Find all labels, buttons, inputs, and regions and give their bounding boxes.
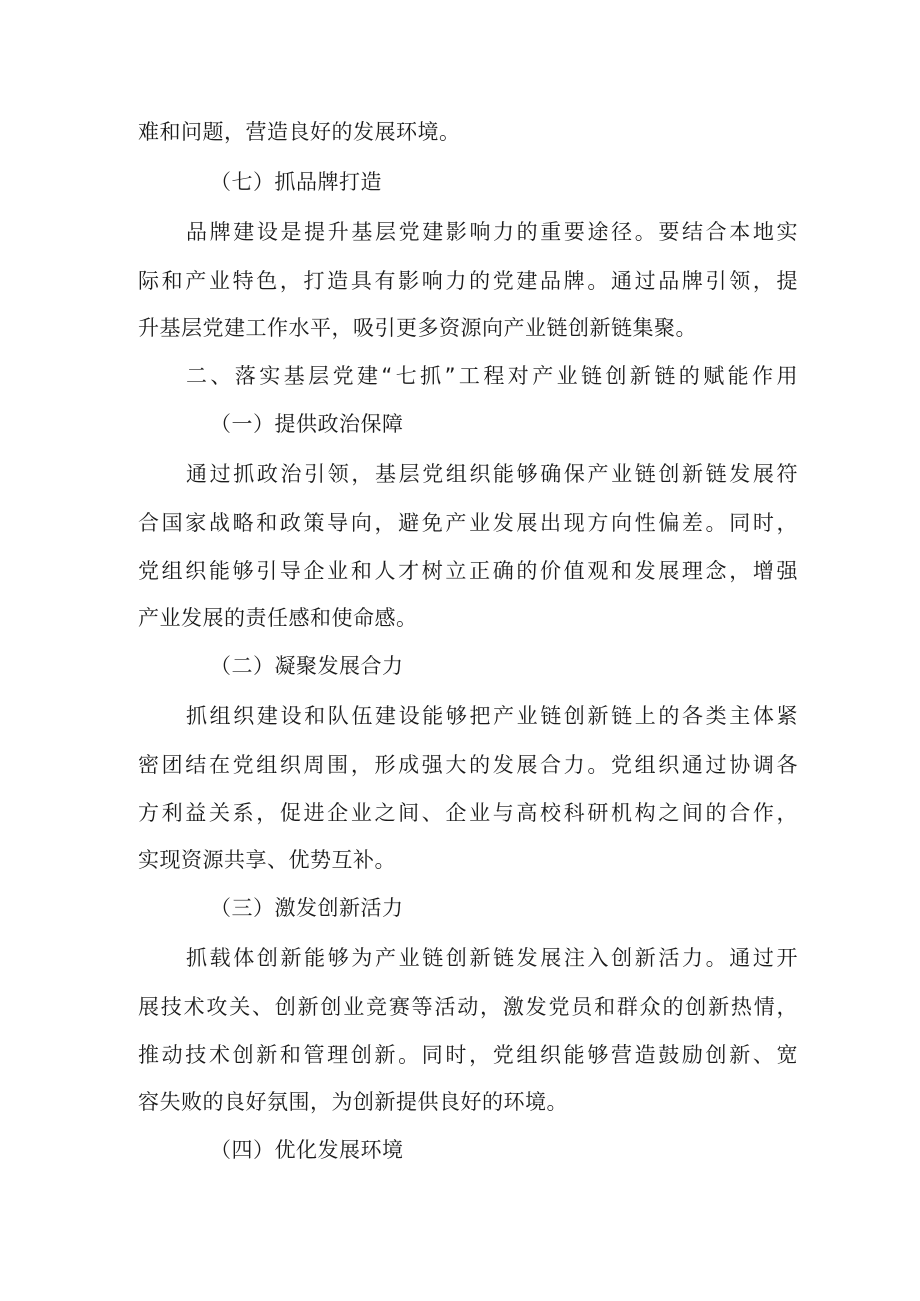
- paragraph-line: 抓载体创新能够为产业链创新链发展注入创新活力。通过开: [186, 946, 798, 970]
- chapter-heading: 二、落实基层党建“七抓”工程对产业链创新链的赋能作用: [186, 364, 798, 388]
- section-heading-synergy: （二）凝聚发展合力: [210, 654, 404, 678]
- paragraph-line: 容失败的良好氛围，为创新提供良好的环境。: [138, 1090, 568, 1114]
- section-heading-political: （一）提供政治保障: [210, 412, 404, 436]
- paragraph-line: 实现资源共享、优势互补。: [138, 848, 396, 872]
- paragraph-line: 产业发展的责任感和使命感。: [138, 606, 418, 630]
- section-heading-environment: （四）优化发展环境: [210, 1138, 404, 1162]
- paragraph-line: 升基层党建工作水平，吸引更多资源向产业链创新链集聚。: [138, 316, 697, 340]
- paragraph-line: 抓组织建设和队伍建设能够把产业链创新链上的各类主体紧: [186, 704, 798, 728]
- paragraph-line: 品牌建设是提升基层党建影响力的重要途径。要结合本地实: [186, 220, 798, 244]
- paragraph-line: 合国家战略和政策导向，避免产业发展出现方向性偏差。同时，: [138, 511, 798, 535]
- paragraph-line: 密团结在党组织周围，形成强大的发展合力。党组织通过协调各: [138, 753, 798, 777]
- paragraph-line: 际和产业特色，打造具有影响力的党建品牌。通过品牌引领，提: [138, 269, 798, 293]
- paragraph-line: 难和问题，营造良好的发展环境。: [138, 120, 461, 144]
- paragraph-line: 通过抓政治引领，基层党组织能够确保产业链创新链发展符: [186, 462, 798, 486]
- paragraph-line: 展技术攻关、创新创业竞赛等活动，激发党员和群众的创新热情，: [138, 995, 798, 1019]
- paragraph-line: 推动技术创新和管理创新。同时，党组织能够营造鼓励创新、宽: [138, 1043, 798, 1067]
- paragraph-line: 党组织能够引导企业和人才树立正确的价值观和发展理念，增强: [138, 559, 798, 583]
- section-heading-innovation: （三）激发创新活力: [210, 896, 404, 920]
- section-heading-brand: （七）抓品牌打造: [210, 170, 382, 194]
- paragraph-line: 方利益关系，促进企业之间、企业与高校科研机构之间的合作，: [138, 801, 798, 825]
